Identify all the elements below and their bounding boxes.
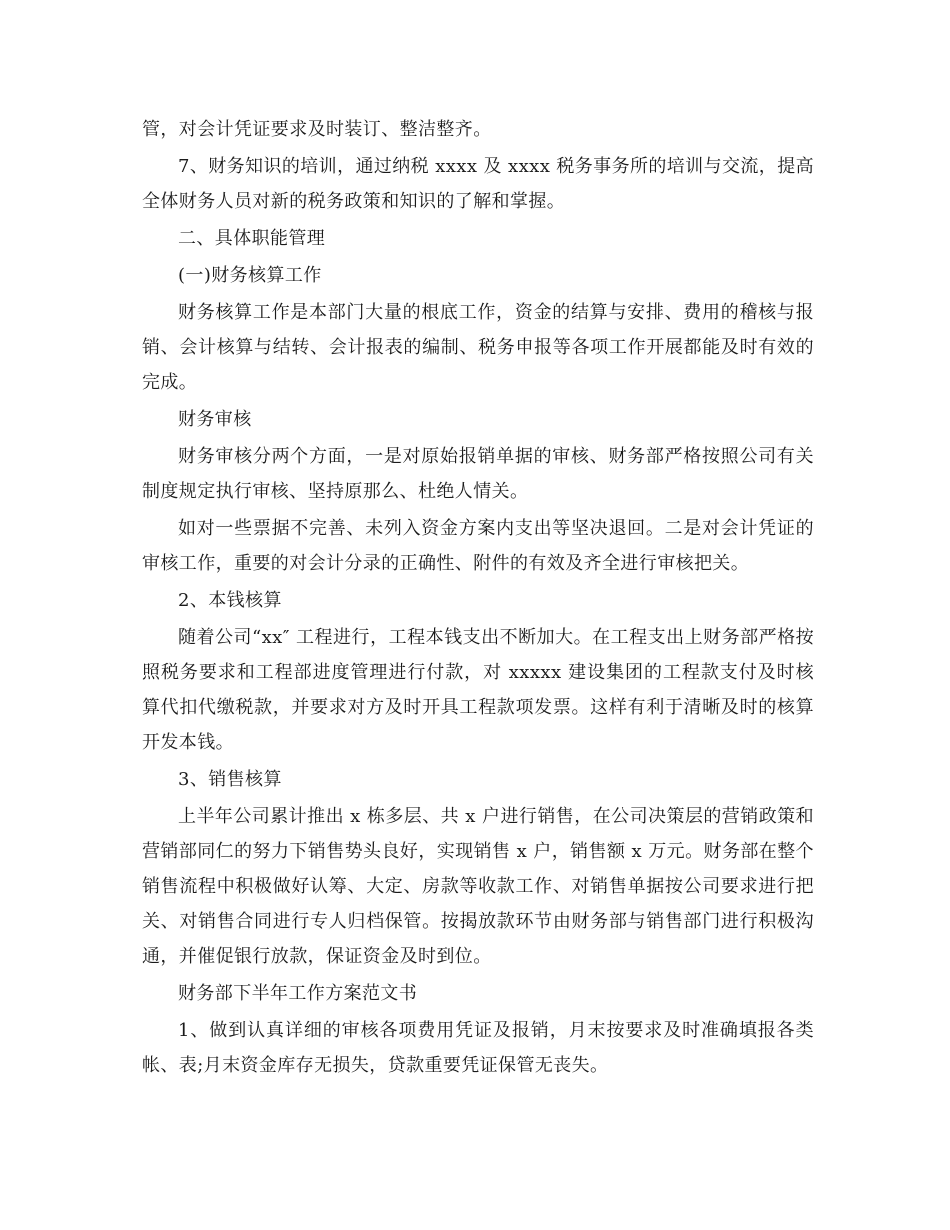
paragraph-item-7-training: 7、财务知识的培训，通过纳税 xxxx 及 xxxx 税务事务所的培训与交流，提高全体财务人员对新的税务政策和知识的了解和掌握。 [142,156,814,212]
paragraph-sales-accounting: 上半年公司累计推出 x 栋多层、共 x 户进行销售，在公司决策层的营销政策和营销部同仁的努力下销售势头良好，实现销售 x 户，销售额 x 万元。财务部在整个销售流程中积极做好认筹、大定、房款等收款工作、对销售单据按公司要求进行把关、对销售合同进行专人归档保管。按揭放款环节由财务部与销售部门进行积极沟通，并催促银行放款，保证资金及时到位。 [142,806,814,967]
document-body [142,112,814,1083]
subsection-heading-accounting: (一)财务核算工作 [178,265,322,286]
subheading-sales-accounting: 3、销售核算 [178,769,282,790]
paragraph-continuation: 管，对会计凭证要求及时装订、整洁整齐。 [142,119,492,140]
heading-second-half-plan: 财务部下半年工作方案范文书 [178,983,418,1004]
section-heading-job-functions: 二、具体职能管理 [178,228,326,249]
paragraph-plan-item-1: 1、做到认真详细的审核各项费用凭证及报销，月末按要求及时准确填报各类帐、表;月末资金库存无损失，贷款重要凭证保管无丧失。 [142,1020,814,1076]
paragraph-audit-vouchers: 如对一些票据不完善、未列入资金方案内支出等坚决退回。二是对会计凭证的审核工作，重要的对会计分录的正确性、附件的有效及齐全进行审核把关。 [142,518,814,574]
subheading-financial-audit: 财务审核 [178,409,252,430]
paragraph-cost-accounting: 随着公司“xx″ 工程进行，工程本钱支出不断加大。在工程支出上财务部严格按照税务要求和工程部进度管理进行付款，对 xxxxx 建设集团的工程款支付及时核算代扣代缴税款，并要求对方及时开具工程款项发票。这样有利于清晰及时的核算开发本钱。 [142,627,814,753]
paragraph-audit-two-aspects: 财务审核分两个方面，一是对原始报销单据的审核、财务部严格按照公司有关制度规定执行审核、坚持原那么、杜绝人情关。 [142,446,814,502]
paragraph-accounting-work: 财务核算工作是本部门大量的根底工作，资金的结算与安排、费用的稽核与报销、会计核算与结转、会计报表的编制、税务申报等各项工作开展都能及时有效的完成。 [142,302,814,393]
subheading-cost-accounting: 2、本钱核算 [178,590,282,611]
